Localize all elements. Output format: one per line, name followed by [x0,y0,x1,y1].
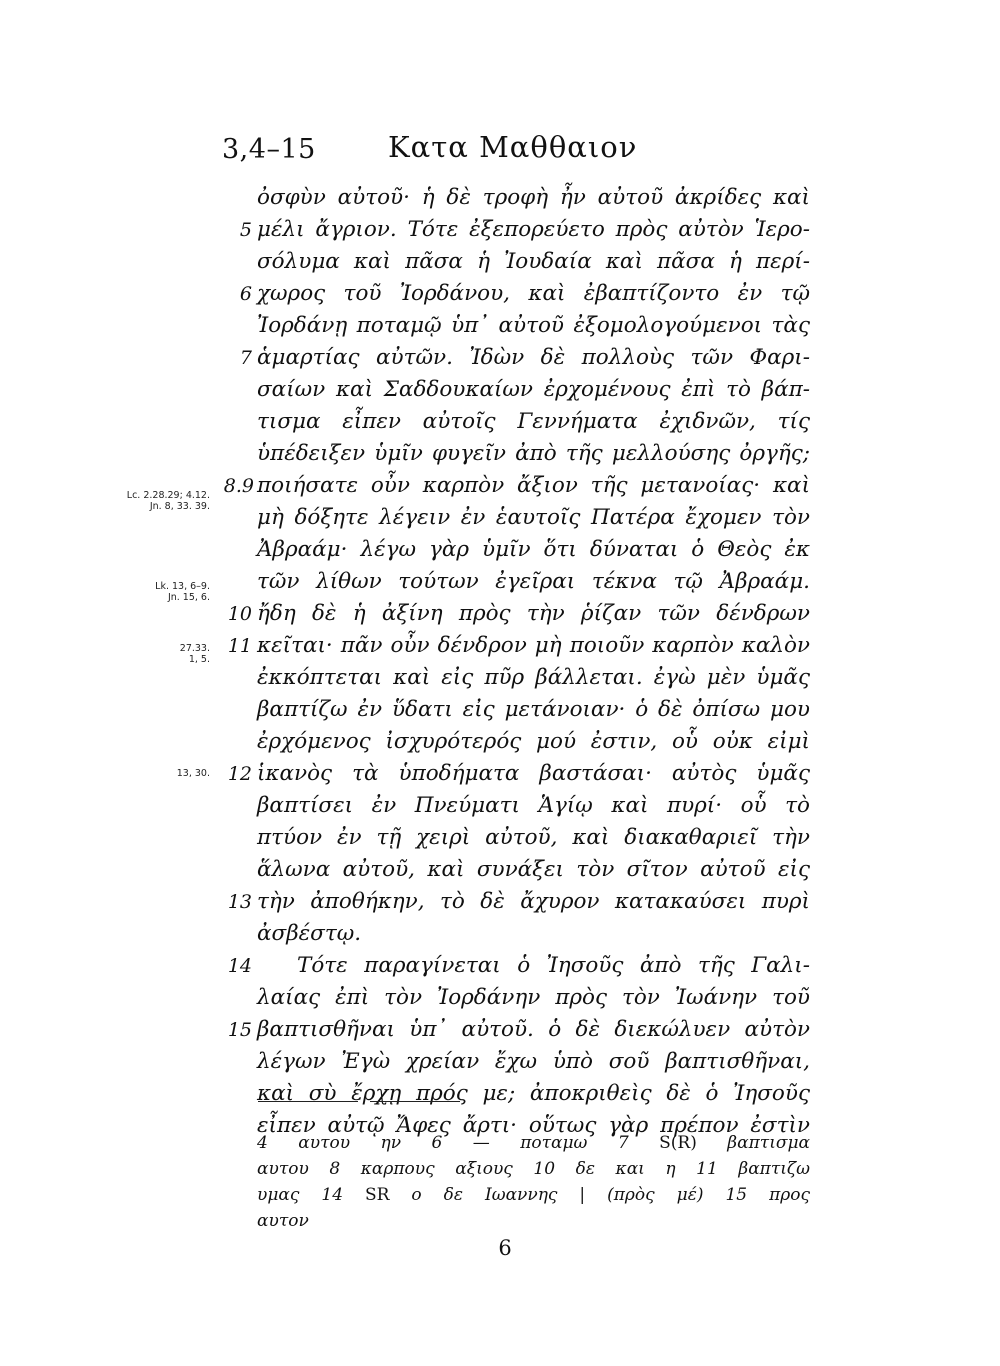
text-line: κεῖται· πᾶν οὖν δένδρον μὴ ποιοῦν καρπὸν καλὸν [257,633,810,658]
cross-reference: Jn. 15, 6. [167,592,210,603]
text-line: μὴ δόξητε λέγειν ἐν ἑαυτοῖς Πατέρα ἔχομεν τὸν [257,505,810,530]
footnote-entry: 10 δε και η [533,1159,676,1179]
footnote-divider [370,1101,460,1102]
footnote-entry: 11 βαπτιζω [696,1159,811,1179]
verse-number: 7 [239,347,252,369]
text-line: Τότε παραγίνεται ὁ Ἰησοῦς ἀπὸ τῆς Γαλι- [297,953,810,978]
text-line: ὑπέδειξεν ὑμῖν φυγεῖν ἀπὸ τῆς μελλούσης ὀργῆς; [257,441,810,466]
text-line: τισμα εἶπεν αὐτοῖς Γεννήματα ἐχιδνῶν, τίς [257,409,810,434]
verse-number: 13 [227,891,252,913]
text-line: ὀσφὺν αὐτοῦ· ἡ δὲ τροφὴ ἦν αὐτοῦ ἀκρίδες καὶ [257,185,810,210]
text-line: εἶπεν αὐτῷ Ἄφες ἄρτι· οὕτως γὰρ πρέπον ἐστὶν [257,1113,810,1138]
cross-reference: 13, 30. [176,768,210,779]
text-line: ἀσβέστῳ. [257,921,362,946]
text-line: βαπτίσει ἐν Πνεύματι Ἁγίῳ καὶ πυρί· οὗ τὸ [257,793,810,818]
text-line: τῶν λίθων τούτων ἐγεῖραι τέκνα τῷ Ἀβραάμ. [257,569,810,594]
footnote-line [257,1130,810,1156]
footnote-sigla: SR [365,1185,390,1205]
text-line: ἱκανὸς τὰ ὑποδήματα βαστάσαι· αὐτὸς ὑμᾶς [257,761,810,786]
footnote-entry: αυτου [257,1159,309,1179]
footnote-sigla: S(R) [659,1133,697,1153]
footnote-line [257,1182,810,1208]
text-line: σόλυμα καὶ πᾶσα ἡ Ἰουδαία καὶ πᾶσα ἡ περί- [257,249,810,274]
text-line: ἅλωνα αὐτοῦ, καὶ συνάξει τὸν σῖτον αὐτοῦ εἰς [257,857,810,882]
verse-number: 5 [239,219,252,241]
verse-number: 8.9 [223,475,254,497]
verse-number: 6 [239,283,252,305]
text-line: βαπτίζω ἐν ὕδατι εἰς μετάνοιαν· ὁ δὲ ὀπίσω μου [257,697,810,722]
footnote-divider [258,1101,358,1102]
text-line: λαίας ἐπὶ τὸν Ἰορδάνην πρὸς τὸν Ἰωάνην τοῦ [257,985,810,1010]
verse-number: 14 [227,955,252,977]
cross-reference: 1, 5. [188,654,210,665]
text-line: μέλι ἄγριον. Τότε ἐξεπορεύετο πρὸς αὐτὸν Ἱερο- [257,217,810,242]
footnote-entry: 4 αυτου ην [257,1133,402,1153]
text-line: Ἀβραάμ· λέγω γὰρ ὑμῖν ὅτι δύναται ὁ Θεὸς ἐκ [257,537,810,562]
footnote-verse: 7 [617,1133,660,1153]
footnote-verse: 14 [321,1185,365,1205]
footnote-line [257,1156,810,1182]
text-line: λέγων Ἐγὼ χρείαν ἔχω ὑπὸ σοῦ βαπτισθῆναι, [257,1049,810,1074]
text-line: ποιήσατε οὖν καρπὸν ἄξιον τῆς μετανοίας· καὶ [257,473,810,498]
text-line: Ἰορδάνῃ ποταμῷ ὑπ᾽ αὐτοῦ ἐξομολογούμενοι τὰς [257,313,810,338]
footnote-entry [321,1185,703,1205]
text-line: χωρος τοῦ Ἰορδάνου, καὶ ἐβαπτίζοντο ἐν τῷ [257,281,810,306]
text-line: τὴν ἀποθήκην, τὸ δὲ ἄχυρον κατακαύσει πυρὶ [257,889,810,914]
footnote-line: αυτον [257,1211,309,1231]
footnote-entry: υμας [257,1185,300,1205]
text-line: ἤδη δὲ ἡ ἀξίνη πρὸς τὴν ῥίζαν τῶν δένδρων [257,601,810,626]
verse-number: 15 [227,1019,252,1041]
footnote-entry: 6 — ποταμω [431,1133,588,1153]
text-line: σαίων καὶ Σαδδουκαίων ἐρχομένους ἐπὶ τὸ βάπ- [257,377,810,402]
cross-reference: Lk. 13, 6–9. [155,581,210,592]
footnote-word: βαπτισμα [696,1133,810,1153]
footnote-entry: 8 καρπους αξιους [329,1159,513,1179]
cross-reference: Lc. 2.28.29; 4.12. [126,490,210,501]
verse-number: 12 [227,763,252,785]
verse-number: 10 [227,603,252,625]
footnote-entry: 15 προς [725,1185,810,1205]
text-line: ἁμαρτίας αὐτῶν. Ἰδὼν δὲ πολλοὺς τῶν Φαρι- [257,345,810,370]
text-line: καὶ σὺ ἔρχῃ πρός με; ἀποκριθεὶς δὲ ὁ Ἰησοῦς [257,1081,810,1106]
footnote-entry [618,1133,810,1153]
text-line: πτύον ἐν τῇ χειρὶ αὐτοῦ, καὶ διακαθαριεῖ τὴν [257,825,810,850]
text-line: ἐρχόμενος ἰσχυρότερός μού ἐστιν, οὗ οὐκ εἰμὶ [257,729,810,754]
cross-reference: Jn. 8, 33. 39. [149,501,210,512]
text-line: ἐκκόπτεται καὶ εἰς πῦρ βάλλεται. ἐγὼ μὲν ὑμᾶς [257,665,810,690]
page-number: 6 [498,1236,512,1260]
footnote-text: ο δε Ιωαννης | (πρὸς μέ) [389,1185,704,1205]
verse-number: 11 [227,635,252,657]
cross-reference: 27.33. [179,643,210,654]
book-title: Κατα Μαθθαιον [388,130,638,164]
chapter-verse-reference: 3,4–15 [222,134,316,165]
text-line: βαπτισθῆναι ὑπ᾽ αὐτοῦ. ὁ δὲ διεκώλυεν αὐτὸν [257,1017,810,1042]
